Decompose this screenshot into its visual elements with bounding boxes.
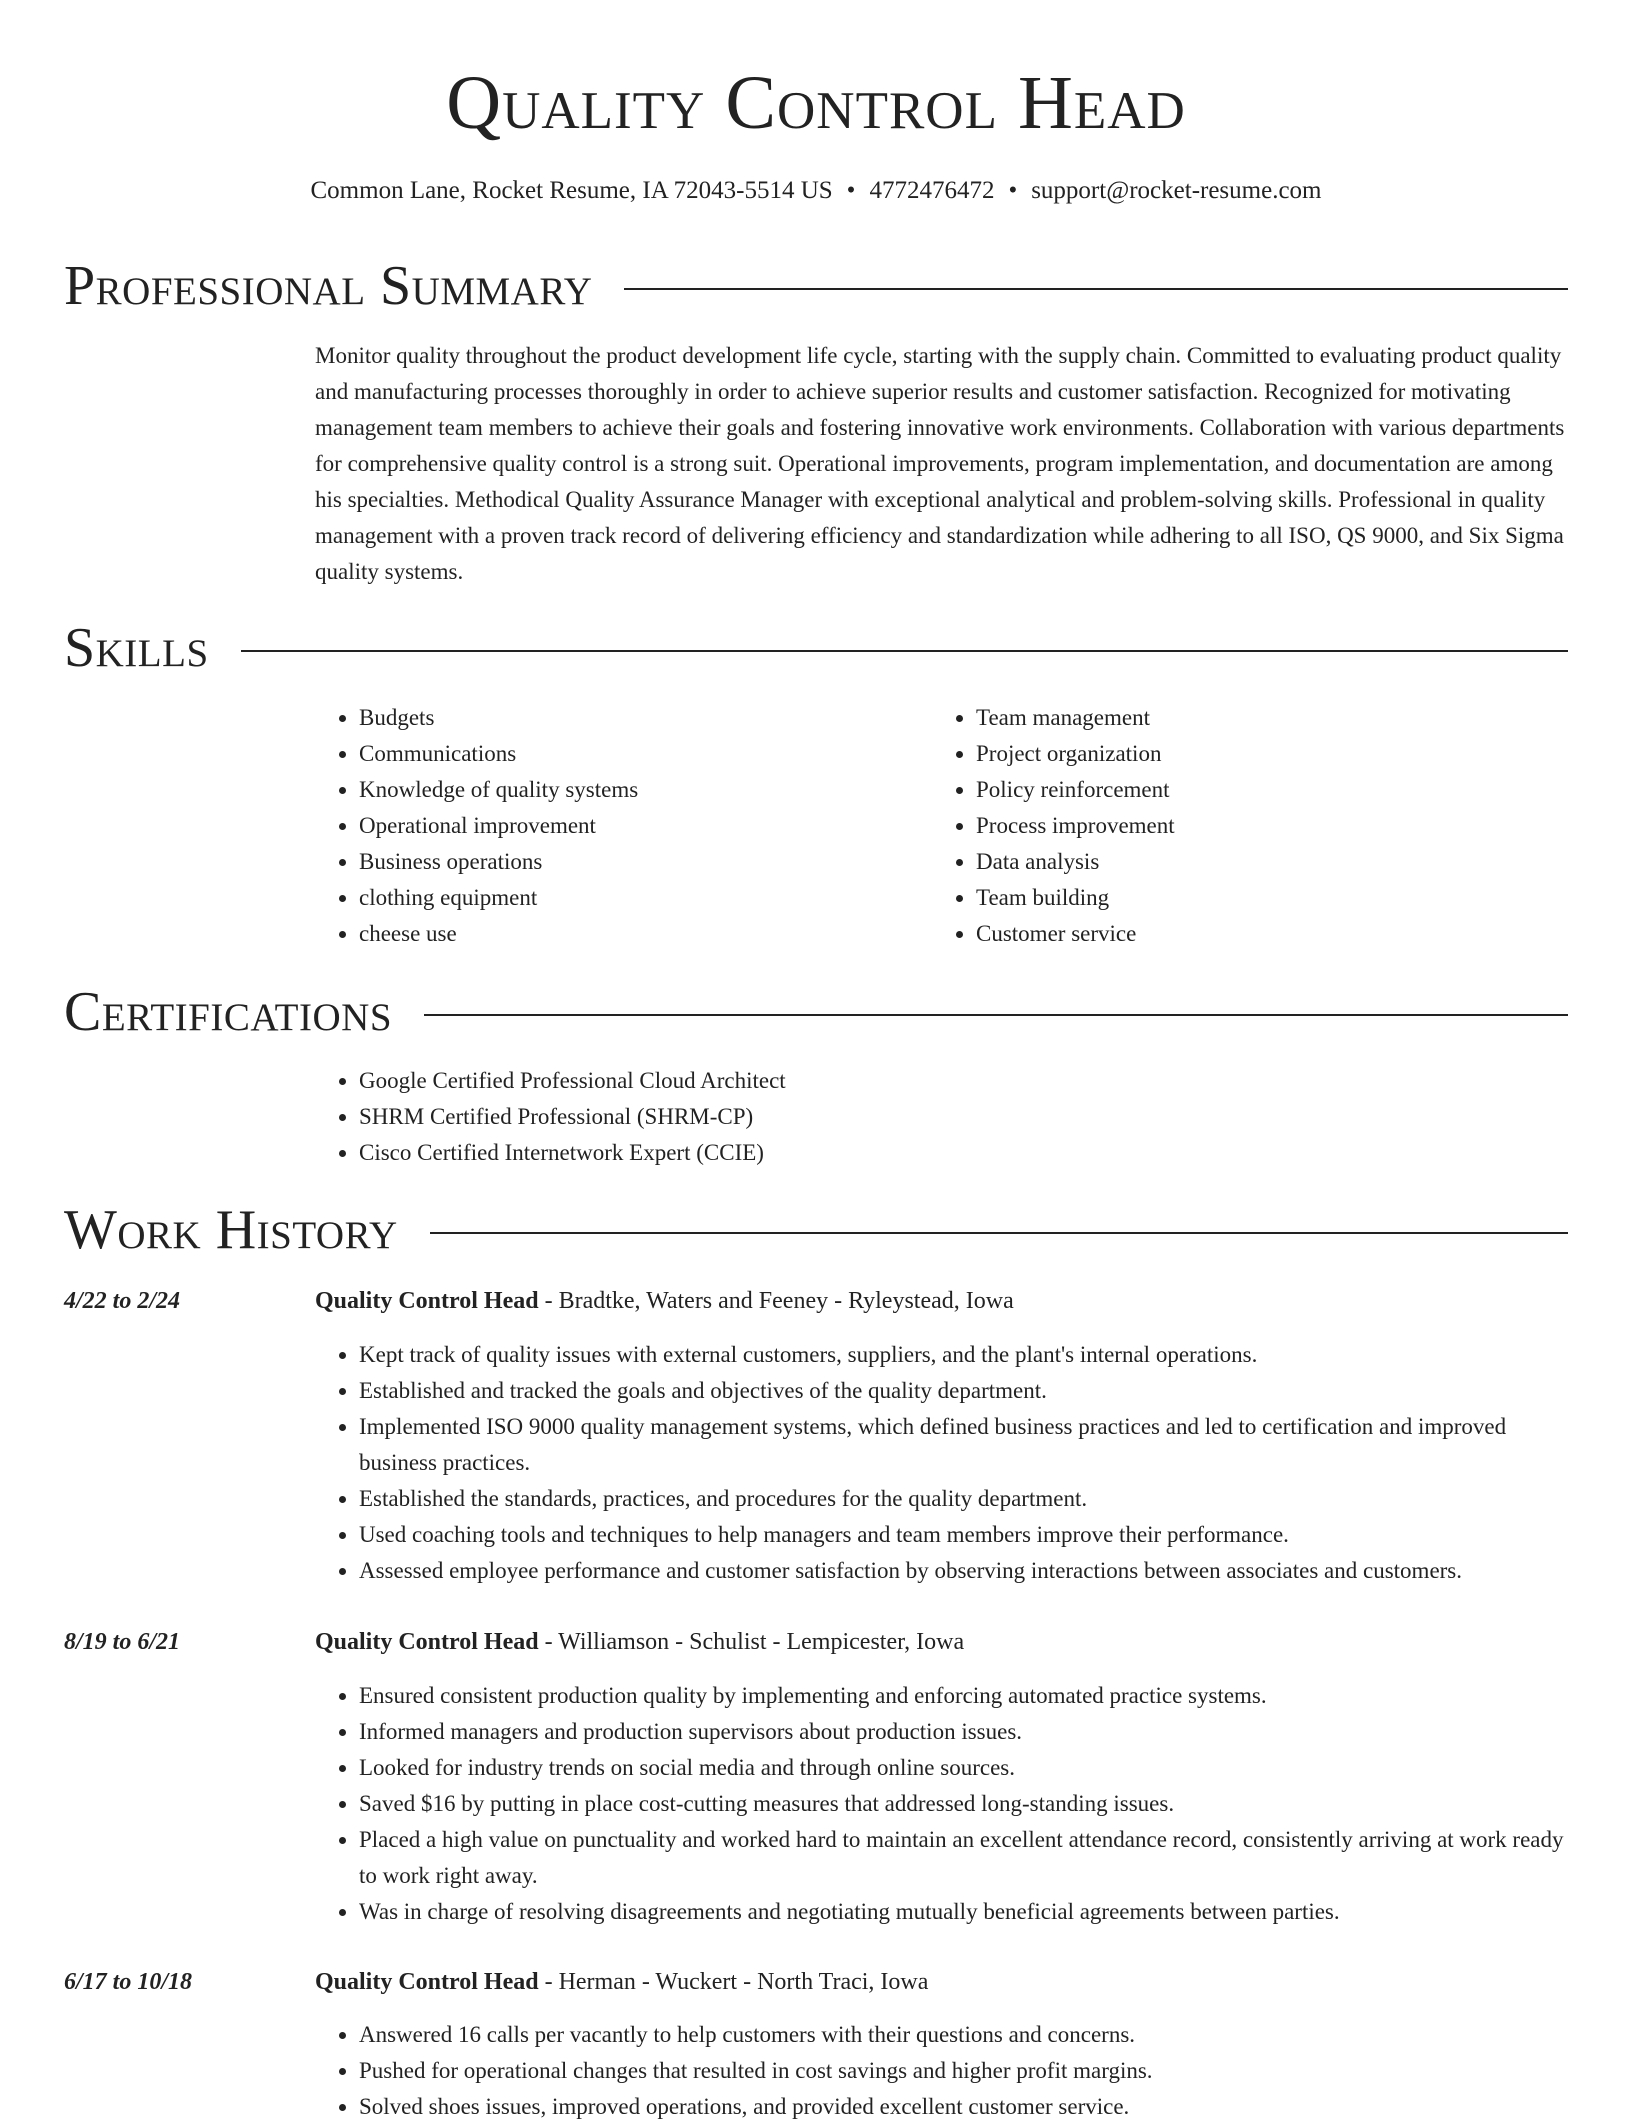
summary-section-header bbox=[64, 254, 1568, 318]
work-section-header bbox=[64, 1198, 1568, 1262]
skill-item: • cheese use bbox=[359, 916, 895, 952]
skills-list-left bbox=[315, 700, 895, 952]
job-bullets bbox=[315, 1337, 1568, 1589]
certification-item: • Cisco Certified Internetwork Expert (CCIE) bbox=[359, 1135, 1515, 1171]
summary-heading: Professional Summary bbox=[64, 255, 593, 317]
job-title: Quality Control Head bbox=[315, 1629, 539, 1655]
job-bullet: • Used coaching tools and techniques to help managers and team members improve their performance. bbox=[359, 1517, 1568, 1553]
job-bullet: • Placed a high value on punctuality and worked hard to maintain an excellent attendance record, consistently arriving at work ready to work right away. bbox=[359, 1822, 1568, 1894]
section-divider bbox=[424, 1014, 1568, 1016]
skill-item: • Team management bbox=[976, 700, 1532, 736]
job-bullet-list bbox=[315, 1678, 1568, 1930]
section-divider bbox=[624, 288, 1568, 290]
skills-column-left bbox=[315, 700, 895, 952]
skill-item: • Customer service bbox=[976, 916, 1532, 952]
job-bullet: • Implemented ISO 9000 quality management systems, which defined business practices and led to certification and improved business practices. bbox=[359, 1409, 1568, 1481]
job-dates: 8/19 to 6/21 bbox=[64, 1629, 181, 1655]
section-divider bbox=[241, 650, 1568, 652]
skills-list-right bbox=[932, 700, 1532, 952]
job-company: - Bradtke, Waters and Feeney - Ryleystead, Iowa bbox=[538, 1288, 1014, 1314]
skill-item: • clothing equipment bbox=[359, 880, 895, 916]
job-bullet: • Established the standards, practices, and procedures for the quality department. bbox=[359, 1481, 1568, 1517]
job-bullet: • Assessed employee performance and customer satisfaction by observing interactions between associates and customers. bbox=[359, 1553, 1568, 1589]
job-bullet: • Looked for industry trends on social media and through online sources. bbox=[359, 1750, 1568, 1786]
job-bullet: • Solved shoes issues, improved operations, and provided excellent customer service. bbox=[359, 2089, 1568, 2125]
skill-item: • Operational improvement bbox=[359, 808, 895, 844]
contact-line bbox=[0, 174, 1632, 208]
certifications-section-header bbox=[64, 980, 1568, 1044]
certification-item: • SHRM Certified Professional (SHRM-CP) bbox=[359, 1099, 1515, 1135]
skill-item: • Policy reinforcement bbox=[976, 772, 1532, 808]
skills-heading: Skills bbox=[64, 617, 209, 679]
job-company: - Williamson - Schulist - Lempicester, Iowa bbox=[538, 1629, 965, 1655]
work-heading: Work History bbox=[64, 1199, 398, 1261]
contact-address: Common Lane, Rocket Resume, IA 72043-5514 US bbox=[310, 177, 833, 204]
resume-name: Quality Control Head bbox=[446, 61, 1186, 145]
job-bullet: • Saved $16 by putting in place cost-cutting measures that addressed long-standing issues. bbox=[359, 1786, 1568, 1822]
job-bullet: • Established and tracked the goals and objectives of the quality department. bbox=[359, 1373, 1568, 1409]
job-dates: 6/17 to 10/18 bbox=[64, 1969, 193, 1995]
certification-item: • Google Certified Professional Cloud Architect bbox=[359, 1063, 1515, 1099]
job-title: Quality Control Head bbox=[315, 1969, 539, 1995]
job-bullet: • Answered 16 calls per vacantly to help customers with their questions and concerns. bbox=[359, 2017, 1568, 2053]
job-title: Quality Control Head bbox=[315, 1288, 539, 1314]
job-heading bbox=[315, 1283, 1568, 1319]
skill-item: • Business operations bbox=[359, 844, 895, 880]
certifications-list bbox=[315, 1063, 1515, 1171]
summary-text: Monitor quality throughout the product development life cycle, starting with the supply chain. Committed to evaluating product quality and manufacturing processes thoroughly in order to achieve superior results and customer satisfaction. Recognized for motivating management team members to achieve their goals and fostering innovative work environments. Collaboration with various departments for comprehensive quality control is a strong suit. Operational improvements, program implementation, and documentation are among his specialties. Methodical Quality Assurance Manager with exceptional analytical and problem-solving skills. Professional in quality management with a proven track record of delivering efficiency and standardization while adhering to all ISO, QS 9000, and Six Sigma quality systems. bbox=[315, 343, 1565, 584]
job-dates: 4/22 to 2/24 bbox=[64, 1288, 181, 1314]
job-heading bbox=[315, 1624, 1568, 1660]
job-heading bbox=[315, 1964, 1568, 2000]
job-bullet: • Pushed for operational changes that resulted in cost savings and higher profit margins. bbox=[359, 2053, 1568, 2089]
job-company: - Herman - Wuckert - North Traci, Iowa bbox=[538, 1969, 929, 1995]
section-divider bbox=[430, 1232, 1568, 1234]
skill-item: • Process improvement bbox=[976, 808, 1532, 844]
job-bullet-list bbox=[315, 1337, 1568, 1589]
skill-item: • Budgets bbox=[359, 700, 895, 736]
job-bullet: • Ensured consistent production quality by implementing and enforcing automated practice systems. bbox=[359, 1678, 1568, 1714]
skill-item: • Team building bbox=[976, 880, 1532, 916]
contact-email: support@rocket-resume.com bbox=[1031, 177, 1322, 204]
contact-phone: 4772476472 bbox=[869, 177, 995, 204]
skills-column-right bbox=[932, 700, 1532, 952]
contact-separator: • bbox=[846, 177, 856, 204]
contact-separator: • bbox=[1008, 177, 1018, 204]
skill-item: • Knowledge of quality systems bbox=[359, 772, 895, 808]
job-bullets bbox=[315, 1678, 1568, 1930]
job-bullets bbox=[315, 2017, 1568, 2125]
skill-item: • Communications bbox=[359, 736, 895, 772]
skill-item: • Project organization bbox=[976, 736, 1532, 772]
job-bullet: • Was in charge of resolving disagreements and negotiating mutually beneficial agreements between parties. bbox=[359, 1894, 1568, 1930]
job-bullet: • Kept track of quality issues with external customers, suppliers, and the plant's internal operations. bbox=[359, 1337, 1568, 1373]
certifications-heading: Certifications bbox=[64, 981, 393, 1043]
job-bullet: • Informed managers and production supervisors about production issues. bbox=[359, 1714, 1568, 1750]
job-bullet-list bbox=[315, 2017, 1568, 2125]
skill-item: • Data analysis bbox=[976, 844, 1532, 880]
skills-section-header bbox=[64, 616, 1568, 680]
certifications-block bbox=[315, 1063, 1515, 1171]
